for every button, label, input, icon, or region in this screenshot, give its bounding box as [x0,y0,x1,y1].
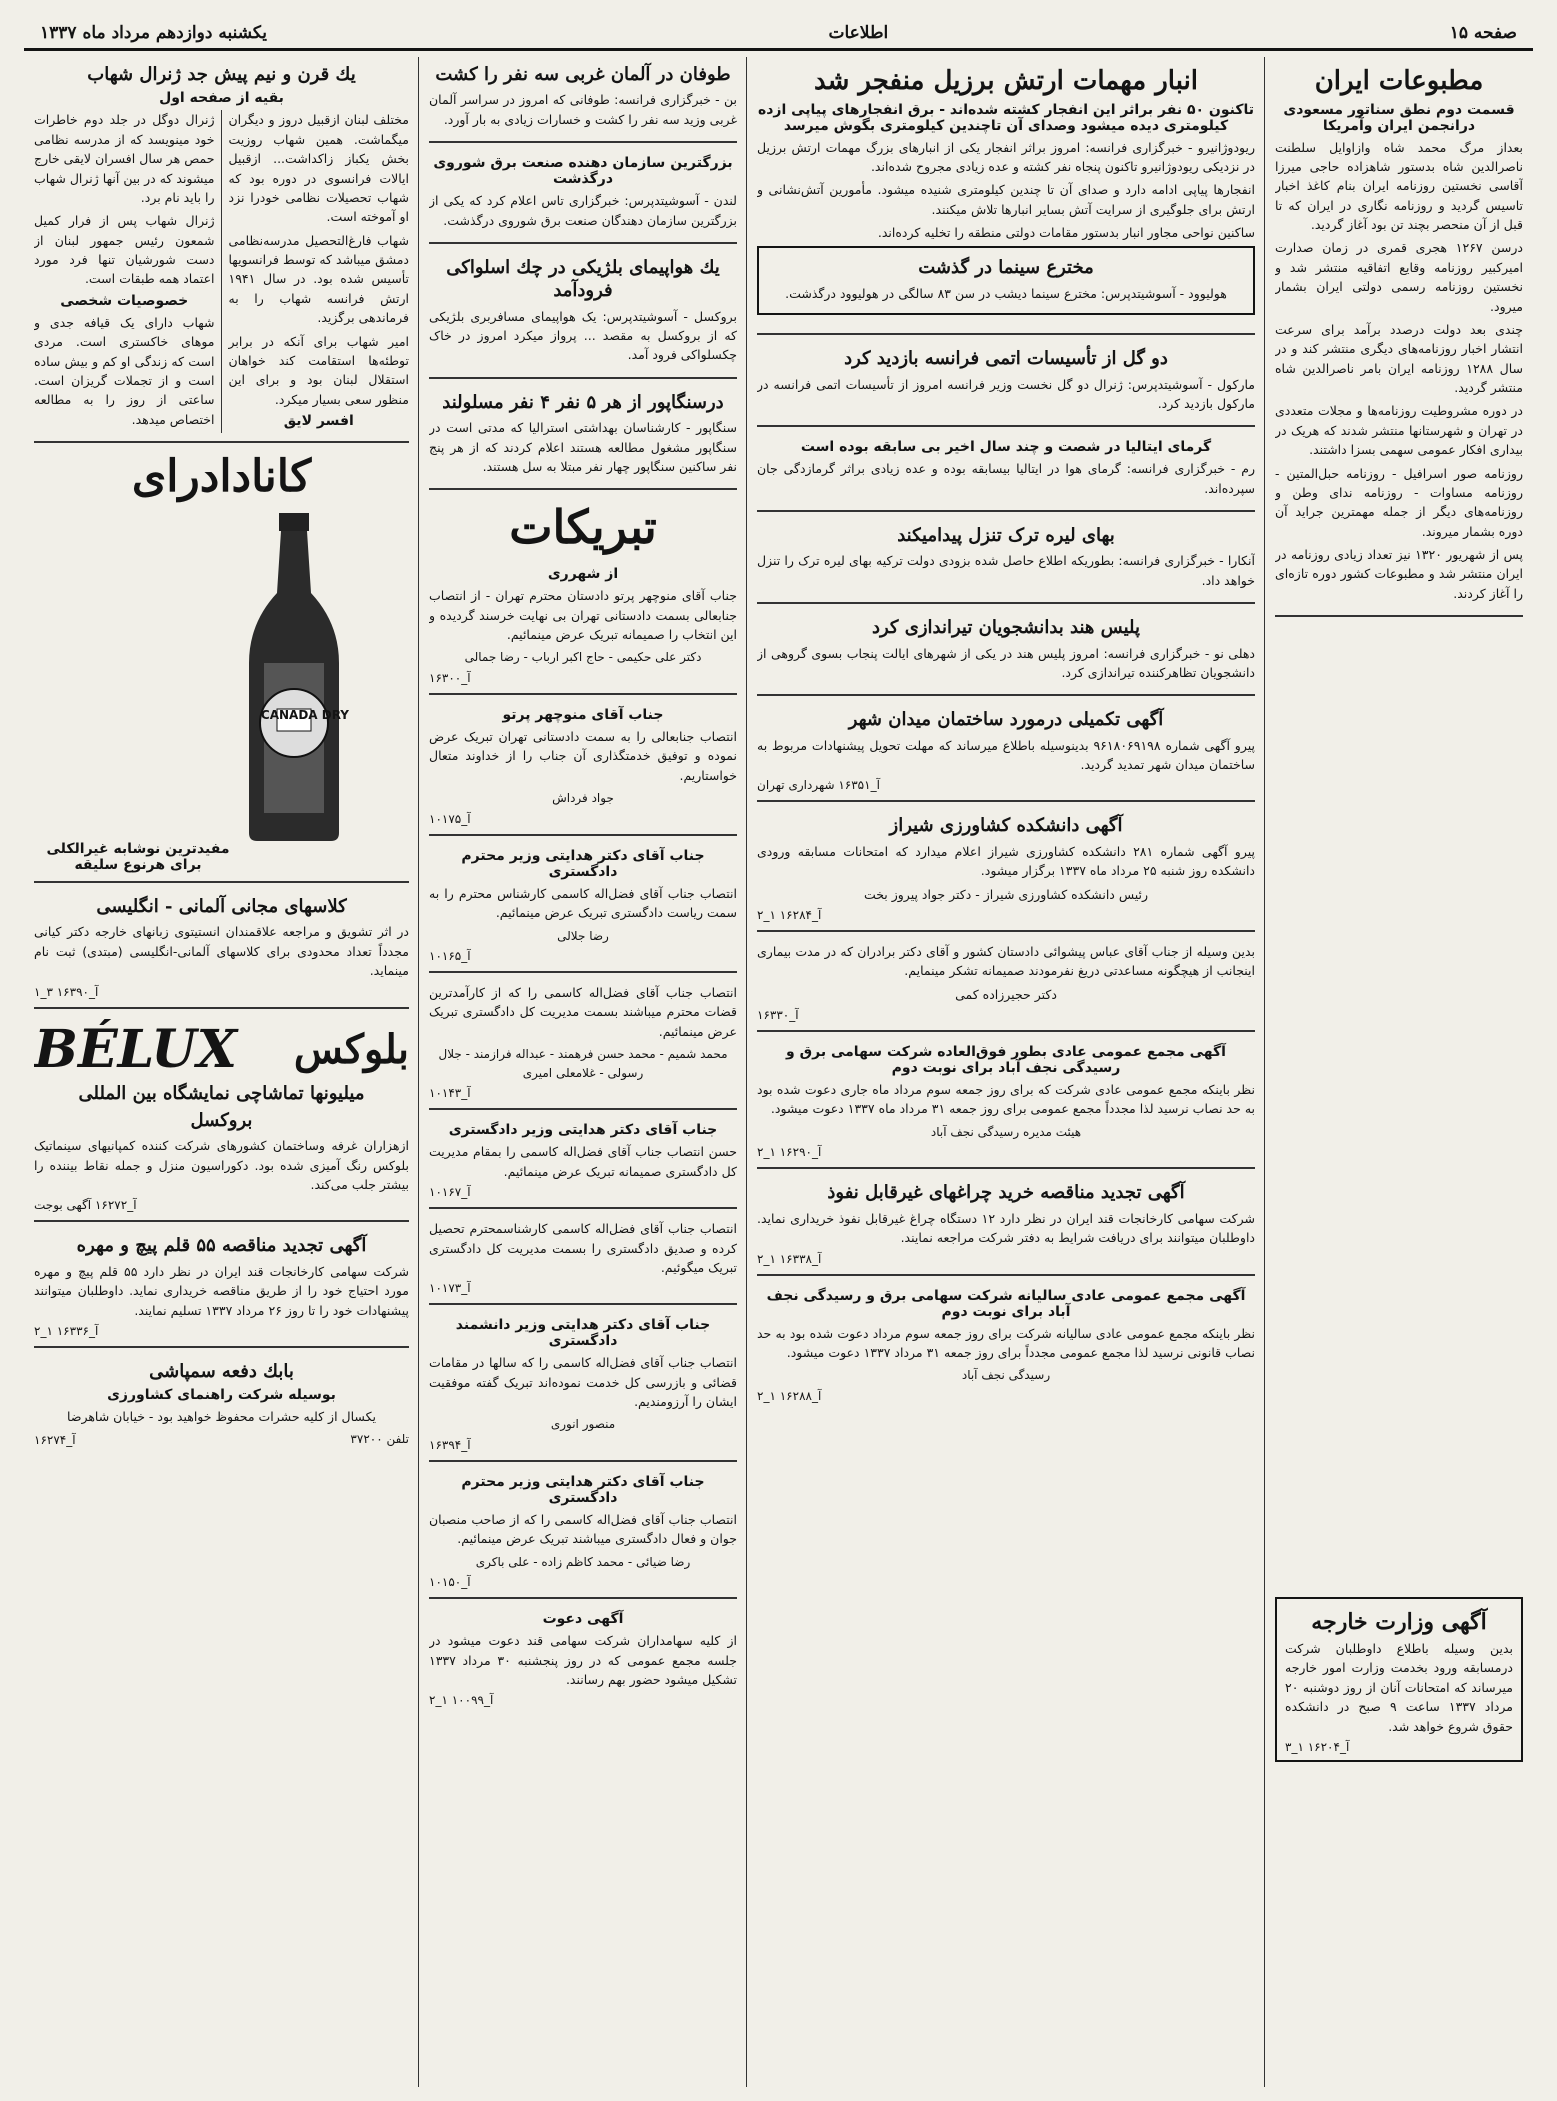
ad-foreign-ministry [1275,1597,1523,1762]
paragraph: بروکسل - آسوشیتدپرس: یک هواپیمای مسافربری بلژیکی که از بروکسل به مقصد ... پرواز میکرد امروز در خاک چکسلواکی فرود آمد. [429,308,737,363]
ref: آ_۱۶۳۰۰ [429,671,471,686]
invitation-notice [429,1609,737,1715]
bottle-image [219,513,369,843]
canada-dry-slogan: مفیدترین نوشابه غیرالکلی برای هرنوع سلیقه [46,841,230,874]
issue-date: یکشنبه دوازدهم مرداد ماه ۱۳۳۷ [40,23,267,43]
ref: آ_۱۰۱۶۵ [429,949,471,964]
ref: آ_۱۰۱۴۳ [429,1086,471,1101]
paragraph: مختلف لبنان ازقبیل دروز و دیگران میگماشت. همین شهاب روزیت بخش یکباز زاکداشت... ازقبیل ایالات فرانسوی در دوره بود که شهاب تحصیلات نظامی خودرا نزد او آموخته است. [228,112,409,225]
ad-subtitle: بوسیله شرکت راهنمای کشاورزی [107,1387,336,1404]
ad-ref: آ_۱۶۲۹۰ ۱_۲ [757,1145,822,1160]
article-italy-heat [757,437,1255,512]
paragraph: ژنرال شهاب پس از فرار کمیل شمعون رئیس جمهور لبنان از دست شورشیان تنها فرد مورد اعتماد همه طبقات است. [34,213,215,287]
page-number: صفحه ۱۵ [1449,23,1517,43]
column-4 [24,57,419,2087]
article-general-shahab [34,61,409,443]
paragraph: روزنامه صور اسرافیل - روزنامه حبل‌المتین - روزنامه مساوات - روزنامه ندای وطن و روزنامه‌های دیگر از جمله مهمترین جراید آن دوره بشمار میروند. [1275,465,1523,539]
ad-title: آگهی مجمع عمومی عادی سالیانه شرکت سهامی برق و رسیدگی نجف آباد برای نوبت دوم [766,1287,1246,1320]
headline: بزرگترین سازمان دهنده صنعت برق شوروی درگذشت [433,155,733,188]
paragraph: جناب آقای منوچهر پرتو دادستان محترم تهران - از انتصاب جنابعالی بسمت دادستانی تهران بی نهایت خرسند گردیده و این انتخاب را صمیمانه تبریک عرض مینمائیم. [429,588,737,643]
article-india-police [757,614,1255,696]
paragraph: انتصاب جناب آقای فضل‌اله کاسمی را که سالها در مقامات قضائی و بازرسی کل خدمت نموده‌اند تبریک گفته موفقیت ایشان را آرزومندیم. [429,1355,737,1410]
ad-thanks [757,942,1255,1032]
paragraph: چندی بعد دولت درصدد برآمد برای سرعت انتشار اخبار روزنامه‌های دیگری منتشر کند و در سال ۱۲۸۸ روزنامه ایران بامر ناصرالدین شاه منتشر گردید. [1275,321,1523,395]
ad-ref: آ_۱۶۳۳۸ ۱_۲ [757,1251,822,1266]
column-1 [1265,57,1533,2087]
article-iran-press [1275,61,1523,617]
ad-assembly-1 [757,1042,1255,1169]
ref: آ_۱۰۰۹۹ ۱_۲ [429,1693,494,1708]
signature: رضا جلالی [557,928,609,943]
section-title-congratulations: تبریکات [509,500,657,555]
headline: یك قرن و نیم پیش جد ژنرال شهاب [87,64,356,85]
ad-ref: ۳_۱ آ_۱۶۲۰۴ [1285,1739,1350,1754]
ref: آ_۱۶۳۹۴ [429,1438,471,1452]
headline: جناب آقای دکتر هدایتی وزیر محترم دادگستری [461,1474,705,1506]
paragraph: دهلی نو - خبرگزاری فرانسه: امروز پلیس هند در یکی از شهرهای ایالت پنجاب بسوی گروهی از دانشجویان تظاهرکننده تیراندازی کرد. [757,645,1255,680]
ad-ref: آ_۱۶۳۳۶ ۱_۲ [34,1323,99,1338]
congrats-5 [429,1120,737,1209]
ad-text: نظر باینکه مجمع عمومی عادی سالیانه شرکت برای روز جمعه سوم مرداد دعوت شده بود به حد نصاب قانونی نرسید لذا مجمع عمومی مجدداً برای روز جمعه ۳۱ مرداد ۱۳۳۷ دعوت میشود. [757,1325,1255,1360]
ref: آ_۱۰۱۷۵ [429,811,471,826]
paragraph: سنگاپور - کارشناسان بهداشتی استرالیا که مدتی است در سنگاپور مشغول مطالعه هستند اعلام کردند که از هر پنج نفر ساکنین سنگاپور چهار نفر مبتلا به سل هستند. [429,420,737,474]
headline: جناب آقای منوچهر پرتو [502,707,664,724]
paper-name: اطلاعات [828,23,889,43]
ad-text: یکسال از کلیه حشرات محفوظ خواهید بود - خیابان شاهرضا [67,1409,376,1425]
ad-city: بروکسل [190,1109,253,1131]
paragraph: هولیوود - آسوشیتدپرس: مخترع سینما دیشب در سن ۸۳ سالگی در هولیوود درگذشت. [785,285,1227,301]
subheadline: بقیه از صفحه اول [159,90,284,107]
congrats-7 [429,1315,737,1462]
ad-signature: دکتر حجیرزاده کمی [955,986,1057,1002]
subheadline: قسمت دوم نطق سناتور مسعودی درانجمن ایران وآمریکا [1283,101,1515,134]
ad-text: پیرو آگهی شماره ۲۸۱ دانشکده کشاورزی شیراز اعلام میدارد که امتحانات مسابقه ورودی دانشکده روز شنبه ۲۵ مرداد ماه ۱۳۳۷ برگزار میشود. [757,843,1255,879]
headline: انبار مهمات ارتش برزیل منفجر شد [813,66,1199,96]
paragraph: در دوره مشروطیت روزنامه‌ها و مجلات متعددی در تهران و شهرستانها منتشر شدند که هریک در بیداری افکار عمومی سهمی بسزا داشتند. [1275,403,1523,458]
headline: مطبوعات ایران [1314,66,1484,96]
columns [24,57,1533,2087]
ad-title: آگهی دانشکده کشاورزی شیراز [889,815,1123,837]
ad-ref: آ_۱۶۲۷۲ آگهی بوجت [34,1198,137,1213]
congrats-2 [429,705,737,836]
ad-title: آگهی تکمیلی درمورد ساختمان میدان شهر [848,709,1164,731]
article-belgian-plane [429,254,737,379]
article-de-gaulle [757,345,1255,427]
headline: دو گل از تأسیسات اتمی فرانسه بازدید کرد [844,348,1168,370]
canada-dry-title: کانادادرای [131,453,312,503]
paragraph: لندن - آسوشیتدپرس: خبرگزاری تاس اعلام کرد که یکی از بزرگترین سازمان دهندگان صنعت برق شوروی درگذشت. [429,193,737,228]
belux-persian: بلوکس [293,1025,409,1073]
canada-dry-brand: CANADA DRY [260,708,349,723]
ad-bolts-tender [34,1232,409,1348]
ad-title: آگهی تجدید مناقصه خرید چراغهای غیرقابل نفوذ [827,1182,1185,1204]
ad-belux [34,1019,409,1223]
ref: آ_۱۰۱۶۷ [429,1185,471,1200]
article-brazil-explosion [757,61,1255,335]
column-2 [747,57,1265,2087]
signature: دکتر علی حکیمی - حاج اکبر ارباب - رضا جمالی [464,650,702,665]
article-soviet-power [429,153,737,244]
paragraph: انتصاب جناب آقای فضل‌اله کاسمی را که از صاحب منصبان جوان و فعال دادگستری میباشند تبریک عرض مینمائیم. [429,1512,737,1547]
paragraph: حسن انتصاب جناب آقای فضل‌اله کاسمی را بمقام مدیریت کل دادگستری صمیمانه تبریک عرض مینمائیم. [429,1144,737,1179]
headline: جناب آقای دکتر هدایتی وزیر دادگستری [448,1122,718,1139]
box-cinema-inventor [757,246,1255,315]
ad-text: ازهزاران غرفه وساختمان کشورهای شرکت کننده کمپانیهای سینماتیک بلوکس رنگ آمیزی شده بود. دکوراسیون منزل و جمله نقاط بیننده را بیشتر جلب می‌کند. [34,1138,409,1193]
headline: جناب آقای دکتر هدایتی وزیر دانشمند دادگستری [455,1317,711,1350]
ad-assembly-2 [757,1286,1255,1411]
paragraph: انتصاب جناب آقای فضل‌اله کاسمی را که از کارآمدترین قضات محترم میباشند بسمت مدیریت کل دادگستری تبریک عرض مینمائیم. [429,985,737,1039]
ad-ref: آ_۱۶۲۸۴ ۱_۲ [757,907,822,922]
paragraph: درسن ۱۲۶۷ هجری قمری در زمان صدارت امیرکبیر روزنامه وقایع اتفاقیه منتشر شد و نخستین روزنامه رسمی دولتی ایران بشمار میرود. [1275,240,1523,314]
paragraph: ریودوژانیرو - خبرگزاری فرانسه: امروز براثر انفجار یکی از انبارهای بزرگ مهمات ارتش برزیل در نزدیکی ریودوژانیرو تاکنون پنجاه نفر کشته و عده زیادی مجروح شده‌اند. [757,139,1255,174]
ad-title: آگهی تجدید مناقصه ۵۵ قلم پیچ و مهره [76,1235,367,1257]
belux-logo: BÉLUX [34,1018,237,1080]
headline: پلیس هند بدانشجویان تیراندازی کرد [871,617,1141,639]
signature: رضا ضیائی - محمد کاظم زاده - علی باکری [475,1554,691,1569]
article-turkish-lira [757,522,1255,604]
headline: مخترع سینما در گذشت [918,257,1094,279]
ad-text: بدین وسیله باطلاع داوطلبان شرکت درمسابقه ورود بخدمت وزارت امور خارجه میرساند که امتحانات آنان از روز دوشنبه ۲۰ مرداد ۱۳۳۷ ساعت ۹ صبح در دانشکده حقوق شروع خواهد شد. [1285,1641,1513,1734]
headline: گرمای ایتالیا در شصت و چند سال اخیر بی سابقه بوده است [800,439,1212,456]
ad-pest-spraying [34,1358,409,1455]
headline: از شهرری [547,566,619,583]
ad-text: پیرو آگهی شماره ۹۶۱۸۰۶۹۱۹۸ بدینوسیله باطلاع میرساند که مهلت تحویل پیشنهادات مربوط به ساختمان میدان شهر تمدید گردید. [757,737,1255,773]
paragraph: رم - خبرگزاری فرانسه: گرمای هوا در ایتالیا بیسابقه بوده و عده زیادی براثر گرمازدگی جان سپرده‌اند. [757,461,1255,496]
ad-shiraz-agriculture [757,812,1255,932]
headline: جناب آقای دکتر هدایتی وزیر محترم دادگستری [461,847,705,880]
paragraph: انتصاب جناب آقای فضل‌اله کاسمی کارشناسمحترم تحصیل کرده و صدیق دادگستری را بسمت مدیریت کل دادگستری تبریک میگوئیم. [429,1221,737,1275]
ad-text: شرکت سهامی کارخانجات قند ایران در نظر دارد ۵۵ قلم پیچ و مهره مورد احتیاج خود را از طریق مناقصه خریداری نماید. داوطلبان میتوانند پیشنهادات خود را تا روز ۲۶ مرداد ۱۳۳۷ تسلیم نمایند. [34,1263,409,1318]
ad-signature: رئیس دانشکده کشاورزی شیراز - دکتر جواد پیروز بخت [863,886,1149,902]
paragraph: از کلیه سهامداران شرکت سهامی قند دعوت میشود در جلسه مجمع عمومی که در روز پنجشنبه ۳۰ مرداد ۱۳۳۷ تشکیل میشود حضور بهم رسانند. [429,1633,737,1688]
article-germany-storm [429,61,737,143]
ad-canada-dry [34,453,409,883]
ad-title: بابك دفعه سمپاشی [149,1360,294,1382]
ad-language-classes [34,893,409,1009]
subhead: افسر لایق [283,413,354,430]
ad-phone: تلفن ۳۷۲۰۰ [350,1431,409,1446]
headline: بهای لیره ترک تنزل پیدامیکند [897,525,1115,547]
congrats-3 [429,846,737,973]
ad-ref: آ_۱۶۳۹۰ ۳_۱ [34,984,99,999]
page-header [24,18,1533,51]
paragraph: انتصاب جنابعالی را به سمت دادستانی تهران تبریک عرض نموده و توفیق خدمتگذاری آن جناب را از خداوند متعال خواستاریم. [429,729,737,783]
headline: درسنگاپور از هر ۵ نفر ۴ نفر مسلولند [442,391,724,413]
paragraph: بعداز مرگ محمد شاه وازاوایل سلطنت ناصرالدین شاه بدستور شاهزاده حاجی میرزا آقاسی نخستین روزنامه ایران بنام کاغذ اخبار تاسیس گردید و روزنامه نگاری در ایران که تا قبل از آن منحصر بچند تن بود آغاز گردید. [1275,139,1523,232]
congrats-4 [429,983,737,1110]
signature: محمد شمیم - محمد حسن فرهمند - عبداله فرازمند - جلال رسولی - غلامعلی امیری [438,1047,728,1080]
congrats-6 [429,1219,737,1305]
paragraph: شهاب فارغ‌التحصیل مدرسه‌نظامی دمشق میباشد که توسط فرانسویها تأسیس شده بود. در سال ۱۹۴۱ ارتش فرانسه شهاب را به فرماندهی برگزید. [228,232,409,326]
ad-text: بدین وسیله از جناب آقای عباس پیشوائی دادستان کشور و آقای دکتر برادران که در مدت بیماری اینجانب از هیچگونه مساعدتی دریغ نفرمودند صمیمانه تشکر مینمایم. [757,943,1255,979]
column-3 [419,57,747,2087]
article-singapore-tb [429,389,737,491]
paragraph: پس از شهریور ۱۳۲۰ نیز تعداد زیادی روزنامه در ایران منتشر شد و مطبوعات کشور دوره تازه‌ای را آغاز کردند. [1275,547,1523,601]
paragraph: ژنرال دوگل در جلد دوم خاطرات خود مینویسد که از مدرسه نظامی حمص هر سال افسران لایقی خارج میشوند که در بین آنها ژنرال شهاب را باید نام برد. [34,112,215,205]
paragraph: ساکنین نواحی مجاور انبار بدستور مقامات دولتی منطقه را تخلیه کرده‌اند. [877,225,1255,240]
ad-title: کلاسهای مجانی آلمانی - انگلیسی [96,896,347,918]
ad-subtitle: میلیونها تماشاچی نمایشگاه بین المللی [78,1082,365,1104]
paragraph: انتصاب جناب آقای فضل‌اله کاسمی کارشناس محترم را به سمت ریاست دادگستری تبریک عرض مینمائیم. [429,885,737,921]
ad-ref: آ_۱۶۲۷۴ [34,1432,76,1447]
paragraph: مارکول - آسوشیتدپرس: ژنرال دو گل نخست وزیر فرانسه امروز از تأسیسات اتمی فرانسه در مارکول بازدید کرد. [757,376,1255,411]
headline: آگهی دعوت [542,1611,624,1628]
ad-text: شرکت سهامی کارخانجات قند ایران در نظر دارد ۱۲ دستگاه چراغ غیرقابل نفوذ خریداری نماید. داوطلبان میتوانند برای دریافت شرایط به دفتر شرکت مراجعه نمایند. [757,1210,1255,1246]
ad-title: آگهی وزارت خارجه [1311,1609,1487,1635]
ad-ref: آ_۱۶۳۳۰ [757,1008,799,1023]
signature: جواد فرداش [552,791,614,806]
paragraph: شهاب دارای یک قیافه جدی و موهای خاکستری است. مردی است که زندگی او کم و بیش ساده است و از تجملات گریزان است. ساعتی از روز را به مطالعه اختصاص میدهد. [34,314,215,427]
paragraph: بن - خبرگزاری فرانسه: طوفانی که امروز در سراسر آلمان غربی وزید سه نفر را کشت و خسارات زیادی به بار آورد. [429,92,737,127]
ad-text: در اثر تشویق و مراجعه علاقمندان انستیتوی زبانهای خارجه دکتر کیانی مجدداً تعداد محدودی برای کلاسهای آلمانی-انگلیسی (مبتدی) ثبت نام مینماید. [34,924,409,979]
paragraph: انفجارها پیاپی ادامه دارد و صدای آن تا چندین کیلومتری شنیده میشود. مأمورین آتش‌نشانی و ارتش برای جلوگیری از سرایت آتش بسایر انبارها تلاش میکنند. [757,182,1255,217]
subheadline: تاکنون ۵۰ نفر براثر این انفجار کشته شده‌اند - برق انفجارهای پیاپی ازده کیلومتری دیده میشود وصدای آن تاچندین کیلومتری بگوش میرسد [757,101,1255,134]
ad-title: آگهی مجمع عمومی عادی بطور فوق‌العاده شرکت سهامی برق و رسیدگی نجف آباد برای نوبت دوم [786,1044,1226,1077]
ref: آ_۱۰۱۷۳ [429,1281,471,1296]
ad-city-square [757,706,1255,802]
ad-ref: آ_۱۶۲۸۸ ۱_۲ [757,1388,822,1403]
paragraph: امیر شهاب برای آنکه در برابر توطئه‌ها استقامت کند خواهان استقلال لبنان بود و برای این منظور سعی بسیار میکرد. [228,333,409,407]
subhead: خصوصیات شخصی [60,292,189,309]
paragraph: آنکارا - خبرگزاری فرانسه: بطوریکه اطلاع حاصل شده بزودی دولت ترکیه بهای لیره ترک را تنزل خواهد داد. [757,553,1255,588]
headline: یك هواپیمای بلژیکی در چك اسلواکی فرودآمد [446,256,720,302]
ad-signature: رسیدگی نجف آباد [961,1368,1051,1383]
ad-signature: هیئت مدیره رسیدگی نجف آباد [930,1124,1082,1139]
congrats-1 [429,564,737,695]
signature: منصور انوری [550,1417,616,1432]
ad-ref: آ_۱۶۳۵۱ شهرداری تهران [757,778,880,793]
congrats-8 [429,1472,737,1599]
ad-lamps-tender [757,1179,1255,1275]
headline: طوفان در آلمان غربی سه نفر را کشت [435,64,731,85]
ref: آ_۱۰۱۵۰ [429,1575,471,1590]
ad-text: نظر باینکه مجمع عمومی عادی شرکت که برای روز جمعه سوم مرداد ماه جاری دعوت شده بود به حد نصاب نرسید لذا مجدداً مجمع عمومی برای روز جمعه ۳۱ مرداد ماه ۱۳۳۷ دعوت میشود. [757,1082,1255,1117]
